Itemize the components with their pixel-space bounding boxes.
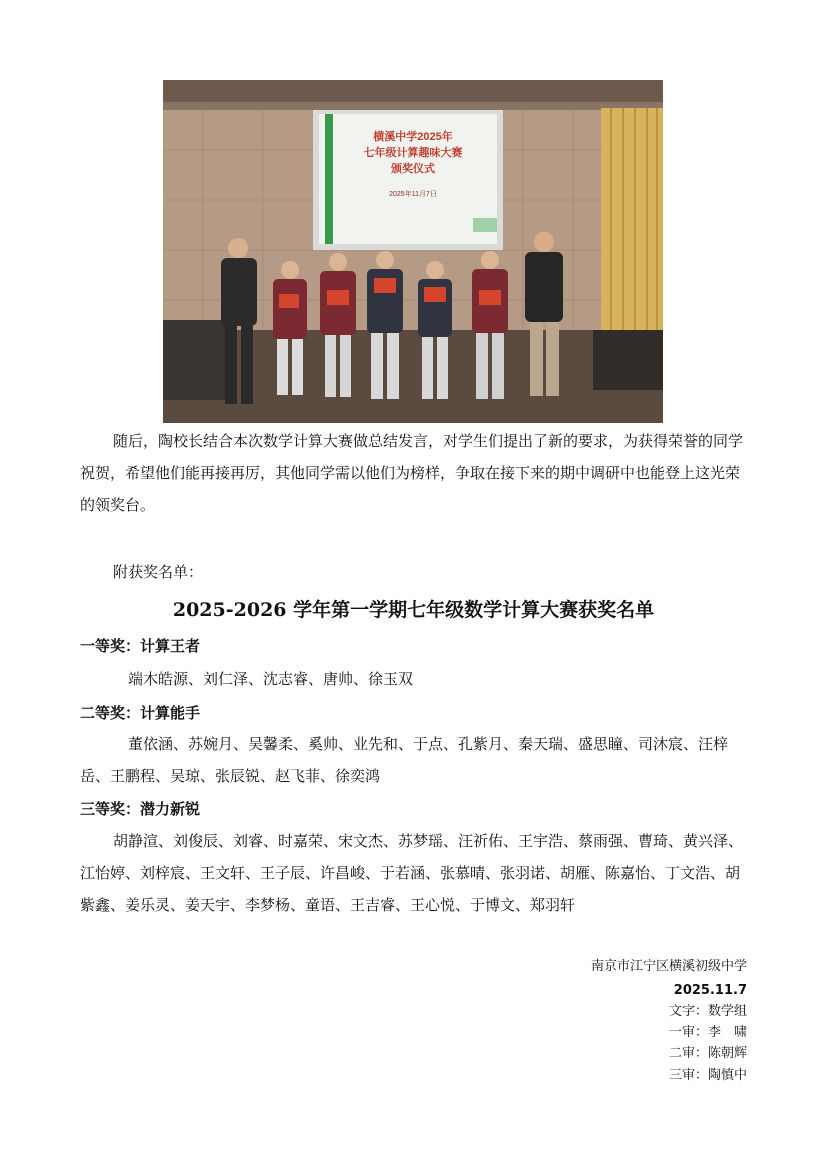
school-name: 南京市江宁区横溪初级中学 <box>590 959 747 974</box>
review3-value: 陶慎中 <box>707 1068 747 1083</box>
winners-first: 端木皓源、刘仁泽、沈志睿、唐帅、徐玉双 <box>128 670 414 688</box>
chairs-left <box>163 320 233 400</box>
prize-level: 一等奖： <box>80 637 141 655</box>
review2-label: 二审： <box>668 1046 708 1061</box>
document-title: 2025-2026 学年第一学期七年级数学计算大赛获奖名单 <box>172 599 655 621</box>
screen-date: 2025年11月7日 <box>389 191 437 198</box>
prize-name: 计算王者 <box>140 637 201 655</box>
prize-name: 计算能手 <box>140 704 201 722</box>
prize-level: 二等奖： <box>80 704 141 722</box>
prize-level: 三等奖： <box>80 800 141 818</box>
writer-line <box>669 1001 747 1023</box>
writer-label: 文字： <box>668 1004 708 1019</box>
ceiling <box>163 80 663 102</box>
winners-third: 胡静渲、刘俊辰、刘睿、时嘉荣、宋文杰、苏梦瑶、汪祈佑、王宇浩、蔡雨强、曹琦、黄兴泽、江怡婷、刘梓宸、王文轩、王子辰、许昌峻、于若涵、张慕晴、张羽诺、胡雁、陈嘉怡、丁文浩、胡紫鑫、姜乐灵、姜天宇、李梦杨、童语、王吉睿、王心悦、于博文、郑羽轩 <box>80 832 744 914</box>
screen-title-2: 七年级计算趣味大赛 <box>363 147 463 159</box>
review1-label: 一审： <box>668 1025 708 1040</box>
floor <box>163 330 663 423</box>
review1-value: 李 啸 <box>707 1025 747 1040</box>
writer-value: 数学组 <box>707 1004 747 1019</box>
chairs-right <box>593 330 663 390</box>
prize-heading-third <box>80 797 200 821</box>
review2-line <box>669 1043 747 1065</box>
review2-value: 陈朝辉 <box>707 1046 747 1061</box>
review3-label: 三审： <box>668 1068 708 1083</box>
prize-name: 潜力新锐 <box>140 800 201 818</box>
screen-title-3: 颁奖仪式 <box>391 163 435 175</box>
sign-date: 2025.11.7 <box>673 983 747 998</box>
screen-title-1: 横溪中学2025年 <box>373 131 453 143</box>
intro-paragraph: 随后，陶校长结合本次数学计算大赛做总结发言，对学生们提出了新的要求，为获得荣誉的同学祝贺，希望他们能再接再厉，其他同学需以他们为榜样，争取在接下来的期中调研中也能登上这光荣的领奖台。 <box>80 432 744 514</box>
prize-heading-first <box>80 634 200 658</box>
photo-illustration <box>163 80 663 423</box>
prize-heading-second <box>80 701 200 725</box>
award-ceremony-photo <box>163 80 663 423</box>
winners-second: 董依涵、苏婉月、吴馨柔、奚帅、业先和、于点、孔紫月、秦天瑞、盛思瞳、司沐宸、汪梓岳、王鹏程、吴琼、张辰锐、赵飞菲、徐奕鸿 <box>80 735 729 785</box>
review1-line <box>669 1022 747 1044</box>
review3-line <box>669 1065 747 1087</box>
attachment-label: 附获奖名单： <box>113 563 204 581</box>
